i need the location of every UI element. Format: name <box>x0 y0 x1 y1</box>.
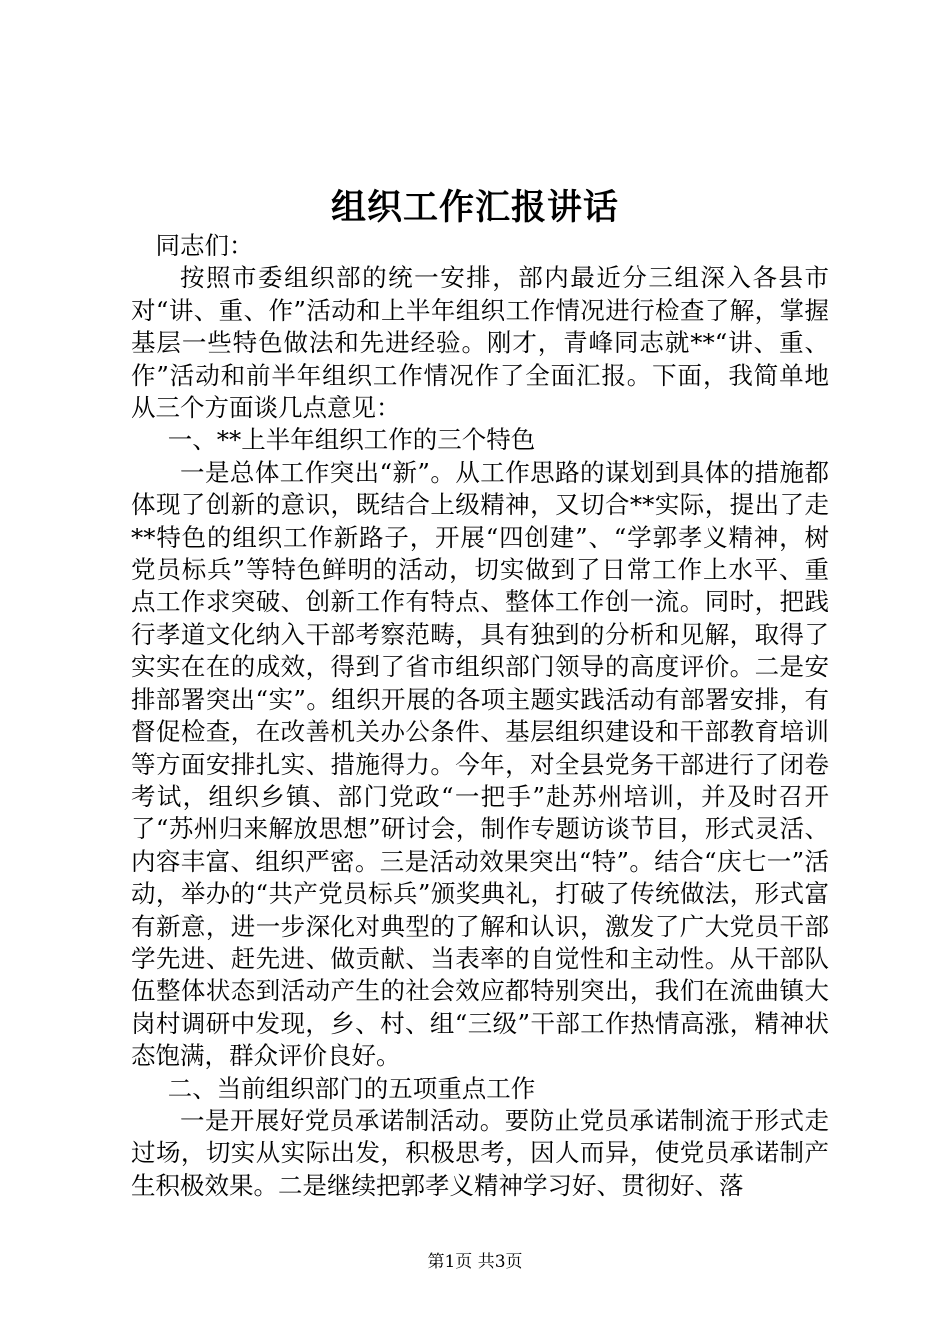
page-number: 第1页 共3页 <box>427 1252 523 1272</box>
section-heading-1: 一、**上半年组织工作的三个特色 <box>167 425 536 455</box>
salutation: 同志们： <box>155 231 254 260</box>
document-body <box>131 230 829 1202</box>
section-heading-2: 二、当前组织部门的五项重点工作 <box>167 1073 536 1103</box>
paragraph-intro: 按照市委组织部的统一安排，部内最近分三组深入各县市对“讲、重、作”活动和上半年组织工作情况进行检查了解，掌握基层一些特色做法和先进经验。刚才，青峰同志就**“讲、重、作”活动和前半年组织工作情况作了全面汇报。下面，我简单地从三个方面谈几点意见： <box>131 263 829 423</box>
document-title: 组织工作汇报讲话 <box>330 187 619 228</box>
paragraph-section-1: 一是总体工作突出“新”。从工作思路的谋划到具体的措施都体现了创新的意识，既结合上级精神，又切合**实际，提出了走**特色的组织工作新路子，开展“四创建”、“学郭孝义精神，树党员标兵”等特色鲜明的活动，切实做到了日常工作上水平、重点工作求突破、创新工作有特点、整体工作创一流。同时，把践行孝道文化纳入干部考察范畴，具有独到的分析和见解，取得了实实在在的成效，得到了省市组织部门领导的高度评价。二是安排部署突出“实”。组织开展的各项主题实践活动有部署安排，有督促检查，在改善机关办公条件、基层组织建设和干部教育培训等方面安排扎实、措施得力。今年，对全县党务干部进行了闭卷考试，组织乡镇、部门党政“一把手”赴苏州培训，并及时召开了“苏州归来解放思想”研讨会，制作专题访谈节目，形式灵活、内容丰富、组织严密。三是活动效果突出“特”。结合“庆七一”活动，举办的“共产党员标兵”颁奖典礼，打破了传统做法，形式富有新意，进一步深化对典型的了解和认识，激发了广大党员干部学先进、赶先进、做贡献、当表率的自觉性和主动性。从干部队伍整体状态到活动产生的社会效应都特别突出，我们在流曲镇大岗村调研中发现，乡、村、组“三级”干部工作热情高涨，精神状态饱满，群众评价良好。 <box>131 457 829 1071</box>
paragraph-section-2: 一是开展好党员承诺制活动。要防止党员承诺制流于形式走过场，切实从实际出发，积极思考，因人而异，使党员承诺制产生积极效果。二是继续把郭孝义精神学习好、贯彻好、落 <box>131 1105 829 1200</box>
